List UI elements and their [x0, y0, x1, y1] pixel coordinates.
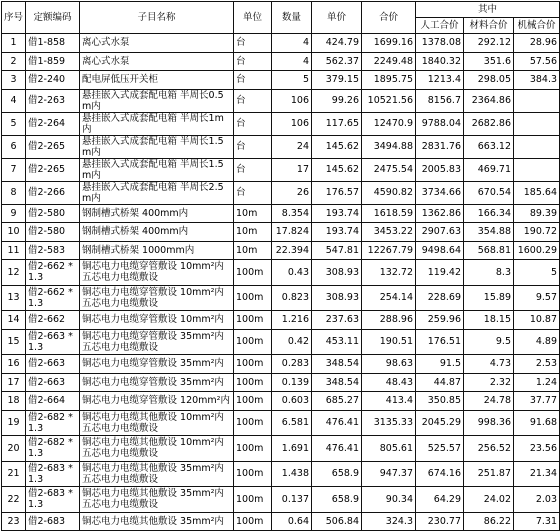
cell-material: 670.54	[464, 181, 514, 204]
table-row	[2, 461, 560, 487]
cell-seq: 7	[2, 158, 26, 181]
cell-labor: 2907.63	[416, 223, 464, 242]
cell-material: 2682.86	[464, 112, 514, 135]
cell-price: 308.93	[312, 260, 362, 286]
cell-qty: 0.603	[272, 392, 312, 411]
cell-price: 506.84	[312, 512, 362, 531]
cell-seq: 19	[2, 410, 26, 436]
table-row	[2, 34, 560, 53]
cell-total: 3453.22	[362, 223, 416, 242]
cell-machine: 4.89	[514, 329, 560, 355]
cell-labor: 259.96	[416, 311, 464, 330]
cell-material: 166.34	[464, 204, 514, 223]
cell-qty: 8.354	[272, 204, 312, 223]
cell-total: 12267.79	[362, 241, 416, 260]
cell-code: 借2-683	[26, 512, 80, 531]
cell-name: 铜芯电力电缆其他敷设 10mm²内 五芯电力电缆敷设	[80, 410, 234, 436]
cell-unit: 100m	[234, 355, 272, 374]
header-name: 子目名称	[80, 2, 234, 34]
cell-machine: 28.96	[514, 34, 560, 53]
cell-labor: 64.29	[416, 487, 464, 513]
cell-seq: 13	[2, 285, 26, 311]
cell-qty: 26	[272, 181, 312, 204]
table-row	[2, 355, 560, 374]
cell-material: 4.73	[464, 355, 514, 374]
cell-price: 476.41	[312, 410, 362, 436]
cell-code: 借2-682 *1.3	[26, 436, 80, 462]
cell-total: 12470.9	[362, 112, 416, 135]
cell-seq: 16	[2, 355, 26, 374]
cell-total: 324.3	[362, 512, 416, 531]
cell-name: 铜芯电力电缆其他敷设 35mm²内	[80, 512, 234, 531]
cell-machine: 185.64	[514, 181, 560, 204]
cell-machine: 190.72	[514, 223, 560, 242]
cell-unit: 台	[234, 135, 272, 158]
cell-price: 685.27	[312, 392, 362, 411]
cell-price: 308.93	[312, 285, 362, 311]
cell-qty: 0.64	[272, 512, 312, 531]
cell-code: 借2-682 *1.3	[26, 410, 80, 436]
cell-labor: 2831.76	[416, 135, 464, 158]
cell-machine: 23.56	[514, 436, 560, 462]
cell-labor: 91.5	[416, 355, 464, 374]
cell-labor: 3734.66	[416, 181, 464, 204]
cell-price: 658.9	[312, 487, 362, 513]
cell-price: 476.41	[312, 436, 362, 462]
cell-total: 947.37	[362, 461, 416, 487]
cell-labor: 2005.83	[416, 158, 464, 181]
cell-qty: 1.438	[272, 461, 312, 487]
cell-machine	[514, 158, 560, 181]
cell-qty: 4	[272, 52, 312, 71]
cell-machine: 2.53	[514, 355, 560, 374]
cell-name: 悬挂嵌入式成套配电箱 半周长0.5m内	[80, 89, 234, 112]
cell-material: 568.81	[464, 241, 514, 260]
cell-code: 借2-580	[26, 204, 80, 223]
header-material: 材料合价	[464, 18, 514, 34]
cost-table	[1, 1, 560, 531]
cell-labor: 1378.08	[416, 34, 464, 53]
table-row	[2, 52, 560, 71]
cell-material: 18.15	[464, 311, 514, 330]
cell-code: 借2-664	[26, 392, 80, 411]
cell-total: 1895.75	[362, 71, 416, 90]
cell-labor: 230.77	[416, 512, 464, 531]
cell-machine: 1.24	[514, 373, 560, 392]
cell-material: 24.78	[464, 392, 514, 411]
cell-material: 86.22	[464, 512, 514, 531]
cell-code: 借2-662 *1.3	[26, 285, 80, 311]
cell-labor: 228.69	[416, 285, 464, 311]
cell-total: 254.14	[362, 285, 416, 311]
cell-total: 805.61	[362, 436, 416, 462]
cell-price: 176.57	[312, 181, 362, 204]
cell-name: 铜芯电力电缆其他敷设 35mm²内 五芯电力电缆敷设	[80, 461, 234, 487]
table-row	[2, 181, 560, 204]
cell-seq: 23	[2, 512, 26, 531]
cell-unit: 10m	[234, 241, 272, 260]
cell-price: 379.15	[312, 71, 362, 90]
cell-labor: 9498.64	[416, 241, 464, 260]
cell-machine: 7.31	[514, 512, 560, 531]
cell-seq: 18	[2, 392, 26, 411]
cell-code: 借1-859	[26, 52, 80, 71]
table-row	[2, 204, 560, 223]
cell-labor: 1362.86	[416, 204, 464, 223]
cell-material: 292.12	[464, 34, 514, 53]
cell-price: 658.9	[312, 461, 362, 487]
cell-machine: 37.77	[514, 392, 560, 411]
cell-name: 铜芯电力电缆穿管敷设 10mm²内 五芯电力电缆敷设	[80, 260, 234, 286]
cell-material: 354.88	[464, 223, 514, 242]
cell-total: 3494.88	[362, 135, 416, 158]
table-row	[2, 89, 560, 112]
cell-material: 251.87	[464, 461, 514, 487]
header-price: 单价	[312, 2, 362, 34]
cell-machine: 57.56	[514, 52, 560, 71]
cell-unit: 100m	[234, 436, 272, 462]
cell-code: 借2-683 *1.3	[26, 487, 80, 513]
cell-qty: 5	[272, 71, 312, 90]
cell-material: 2364.86	[464, 89, 514, 112]
table-row	[2, 112, 560, 135]
cell-code: 借2-240	[26, 71, 80, 90]
cell-unit: 10m	[234, 204, 272, 223]
cell-material: 469.71	[464, 158, 514, 181]
cell-labor: 8156.7	[416, 89, 464, 112]
cell-material: 8.3	[464, 260, 514, 286]
cell-unit: 100m	[234, 410, 272, 436]
cell-unit: 10m	[234, 223, 272, 242]
cell-unit: 100m	[234, 329, 272, 355]
cell-qty: 4	[272, 34, 312, 53]
cell-unit: 100m	[234, 461, 272, 487]
cell-name: 铜芯电力电缆穿管敷设 10mm²内 五芯电力电缆敷设	[80, 285, 234, 311]
cell-machine: 10.87	[514, 311, 560, 330]
cell-name: 铜芯电力电缆其他敷设 35mm²内 五芯电力电缆敷设	[80, 487, 234, 513]
table-row	[2, 436, 560, 462]
cell-name: 铜芯电力电缆穿管敷设 120mm²内	[80, 392, 234, 411]
cell-seq: 22	[2, 487, 26, 513]
cell-code: 借2-663 *1.3	[26, 329, 80, 355]
cell-seq: 17	[2, 373, 26, 392]
cell-name: 配电屏低压开关柜	[80, 71, 234, 90]
cell-qty: 22.394	[272, 241, 312, 260]
cell-machine: 2.03	[514, 487, 560, 513]
cell-code: 借2-264	[26, 112, 80, 135]
cell-qty: 17.824	[272, 223, 312, 242]
cell-price: 145.62	[312, 158, 362, 181]
table-row	[2, 241, 560, 260]
cell-seq: 8	[2, 181, 26, 204]
cell-name: 铜芯电力电缆穿管敷设 10mm²内	[80, 311, 234, 330]
cell-code: 借2-663	[26, 355, 80, 374]
cell-name: 钢制槽式桥架 400mm内	[80, 223, 234, 242]
cell-labor: 176.51	[416, 329, 464, 355]
cell-total: 98.63	[362, 355, 416, 374]
cell-total: 1699.16	[362, 34, 416, 53]
cell-seq: 4	[2, 89, 26, 112]
table-row	[2, 260, 560, 286]
cell-material: 2.32	[464, 373, 514, 392]
cell-seq: 5	[2, 112, 26, 135]
cell-seq: 20	[2, 436, 26, 462]
cell-price: 99.26	[312, 89, 362, 112]
cell-machine: 384.3	[514, 71, 560, 90]
cell-seq: 12	[2, 260, 26, 286]
cell-code: 借2-265	[26, 158, 80, 181]
cell-unit: 台	[234, 112, 272, 135]
cell-unit: 台	[234, 158, 272, 181]
cell-labor: 674.16	[416, 461, 464, 487]
cell-code: 借2-683 *1.3	[26, 461, 80, 487]
cell-name: 离心式水泵	[80, 34, 234, 53]
cell-machine	[514, 112, 560, 135]
cell-qty: 24	[272, 135, 312, 158]
cell-code: 借2-663	[26, 373, 80, 392]
cell-unit: 台	[234, 52, 272, 71]
cell-price: 145.62	[312, 135, 362, 158]
cell-qty: 0.42	[272, 329, 312, 355]
table-row	[2, 410, 560, 436]
cell-total: 1618.59	[362, 204, 416, 223]
header-unit: 单位	[234, 2, 272, 34]
cell-seq: 14	[2, 311, 26, 330]
cell-name: 离心式水泵	[80, 52, 234, 71]
cell-material: 24.02	[464, 487, 514, 513]
cell-price: 547.81	[312, 241, 362, 260]
cell-seq: 2	[2, 52, 26, 71]
header-total: 合价	[362, 2, 416, 34]
cell-price: 117.65	[312, 112, 362, 135]
cell-machine: 21.34	[514, 461, 560, 487]
cell-seq: 6	[2, 135, 26, 158]
cell-code: 借2-662 *1.3	[26, 260, 80, 286]
cell-unit: 100m	[234, 512, 272, 531]
cell-qty: 0.43	[272, 260, 312, 286]
cell-price: 453.11	[312, 329, 362, 355]
cell-total: 2475.54	[362, 158, 416, 181]
cell-name: 钢制槽式桥架 400mm内	[80, 204, 234, 223]
cell-labor: 1213.4	[416, 71, 464, 90]
cell-seq: 15	[2, 329, 26, 355]
cell-name: 悬挂嵌入式成套配电箱 半周长1.5m内	[80, 158, 234, 181]
cell-name: 悬挂嵌入式成套配电箱 半周长1.5m内	[80, 135, 234, 158]
cell-name: 铜芯电力电缆穿管敷设 35mm²内	[80, 355, 234, 374]
cell-material: 998.36	[464, 410, 514, 436]
cell-machine: 89.39	[514, 204, 560, 223]
cell-total: 10521.56	[362, 89, 416, 112]
cell-seq: 1	[2, 34, 26, 53]
cell-total: 3135.33	[362, 410, 416, 436]
cell-material: 9.5	[464, 329, 514, 355]
cell-price: 237.63	[312, 311, 362, 330]
cell-name: 铜芯电力电缆穿管敷设 35mm²内 五芯电力电缆敷设	[80, 329, 234, 355]
table-row	[2, 135, 560, 158]
table-row	[2, 158, 560, 181]
cell-material: 15.89	[464, 285, 514, 311]
cell-code: 借2-583	[26, 241, 80, 260]
cell-qty: 0.137	[272, 487, 312, 513]
cell-labor: 2045.29	[416, 410, 464, 436]
header-qty: 数量	[272, 2, 312, 34]
cell-labor: 525.57	[416, 436, 464, 462]
cell-unit: 台	[234, 71, 272, 90]
cell-machine: 9.57	[514, 285, 560, 311]
cell-unit: 100m	[234, 392, 272, 411]
table-row	[2, 223, 560, 242]
cell-material: 256.52	[464, 436, 514, 462]
cell-price: 562.37	[312, 52, 362, 71]
cell-machine	[514, 135, 560, 158]
cell-qty: 0.823	[272, 285, 312, 311]
cell-qty: 1.691	[272, 436, 312, 462]
table-row	[2, 392, 560, 411]
cell-material: 663.12	[464, 135, 514, 158]
cell-seq: 10	[2, 223, 26, 242]
table-row	[2, 373, 560, 392]
cell-total: 48.43	[362, 373, 416, 392]
cell-total: 288.96	[362, 311, 416, 330]
cell-name: 铜芯电力电缆穿管敷设 35mm²内	[80, 373, 234, 392]
cell-labor: 119.42	[416, 260, 464, 286]
header-code: 定额编码	[26, 2, 80, 34]
cell-unit: 100m	[234, 373, 272, 392]
cell-price: 193.74	[312, 223, 362, 242]
cell-labor: 9788.04	[416, 112, 464, 135]
cell-code: 借2-662	[26, 311, 80, 330]
cell-material: 298.05	[464, 71, 514, 90]
cell-total: 90.34	[362, 487, 416, 513]
header-group: 其中	[416, 2, 560, 18]
table-row	[2, 285, 560, 311]
cell-machine: 1600.29	[514, 241, 560, 260]
cell-qty: 0.283	[272, 355, 312, 374]
cell-unit: 100m	[234, 311, 272, 330]
cell-name: 悬挂嵌入式成套配电箱 半周长1m内	[80, 112, 234, 135]
cell-code: 借2-263	[26, 89, 80, 112]
header-seq: 序号	[2, 2, 26, 34]
cell-seq: 9	[2, 204, 26, 223]
cell-unit: 台	[234, 89, 272, 112]
table-row	[2, 71, 560, 90]
table-row	[2, 311, 560, 330]
header-machine: 机械合价	[514, 18, 560, 34]
table-body	[2, 34, 560, 531]
cell-unit: 台	[234, 34, 272, 53]
cell-total: 190.51	[362, 329, 416, 355]
cell-price: 193.74	[312, 204, 362, 223]
cell-qty: 0.139	[272, 373, 312, 392]
cell-price: 348.54	[312, 373, 362, 392]
cell-total: 4590.82	[362, 181, 416, 204]
cell-name: 悬挂嵌入式成套配电箱 半周长2.5m内	[80, 181, 234, 204]
cell-unit: 100m	[234, 487, 272, 513]
cell-machine	[514, 89, 560, 112]
cell-price: 424.79	[312, 34, 362, 53]
cell-labor: 44.87	[416, 373, 464, 392]
cell-seq: 11	[2, 241, 26, 260]
cell-seq: 21	[2, 461, 26, 487]
cell-labor: 350.85	[416, 392, 464, 411]
cell-total: 132.72	[362, 260, 416, 286]
table-row	[2, 487, 560, 513]
cell-qty: 1.216	[272, 311, 312, 330]
cell-seq: 3	[2, 71, 26, 90]
cell-name: 钢制槽式桥架 1000mm内	[80, 241, 234, 260]
cell-unit: 100m	[234, 285, 272, 311]
cell-code: 借2-265	[26, 135, 80, 158]
cell-qty: 106	[272, 112, 312, 135]
table-row	[2, 512, 560, 531]
cell-material: 351.6	[464, 52, 514, 71]
header-labor: 人工合价	[416, 18, 464, 34]
cell-machine: 5	[514, 260, 560, 286]
cell-total: 413.4	[362, 392, 416, 411]
cell-code: 借1-858	[26, 34, 80, 53]
cell-code: 借2-580	[26, 223, 80, 242]
cell-total: 2249.48	[362, 52, 416, 71]
cell-labor: 1840.32	[416, 52, 464, 71]
cell-qty: 106	[272, 89, 312, 112]
table-row	[2, 329, 560, 355]
cell-unit: 100m	[234, 260, 272, 286]
cell-name: 铜芯电力电缆其他敷设 10mm²内 五芯电力电缆敷设	[80, 436, 234, 462]
cell-qty: 6.581	[272, 410, 312, 436]
cell-qty: 17	[272, 158, 312, 181]
cell-price: 348.54	[312, 355, 362, 374]
cell-machine: 91.68	[514, 410, 560, 436]
cell-unit: 台	[234, 181, 272, 204]
cell-code: 借2-266	[26, 181, 80, 204]
